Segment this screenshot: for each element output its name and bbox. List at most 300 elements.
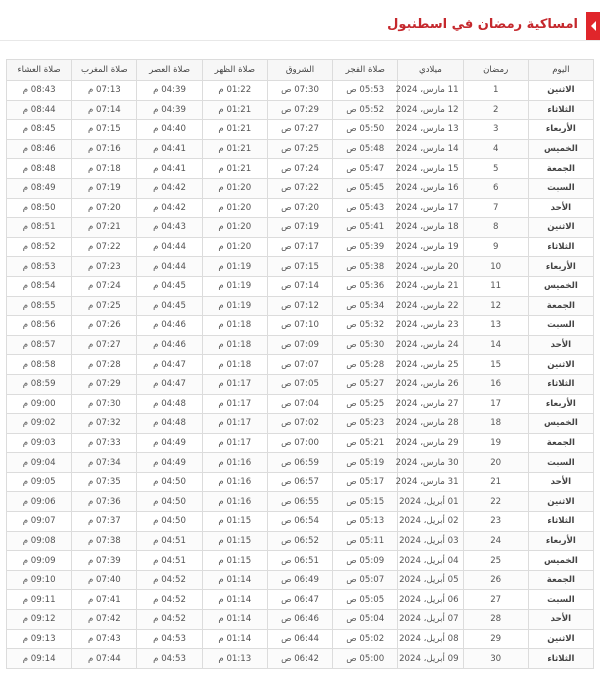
cell-fajr: 05:27 ص bbox=[333, 374, 398, 394]
cell-asr: 04:42 م bbox=[137, 198, 202, 218]
table-row bbox=[7, 492, 594, 512]
cell-asr: 04:39 م bbox=[137, 100, 202, 120]
cell-day: السبت bbox=[528, 316, 593, 336]
cell-isha: 08:55 م bbox=[7, 296, 72, 316]
cell-dhuhr: 01:14 م bbox=[202, 629, 267, 649]
cell-day: الأحد bbox=[528, 610, 593, 630]
cell-maghrib: 07:28 م bbox=[72, 355, 137, 375]
imsakiya-table-container bbox=[6, 59, 594, 669]
cell-gregorian: 25 مارس، 2024 bbox=[398, 355, 463, 375]
cell-fajr: 05:05 ص bbox=[333, 590, 398, 610]
cell-maghrib: 07:30 م bbox=[72, 394, 137, 414]
cell-isha: 08:52 م bbox=[7, 237, 72, 257]
cell-gregorian: 31 مارس، 2024 bbox=[398, 472, 463, 492]
cell-gregorian: 19 مارس، 2024 bbox=[398, 237, 463, 257]
cell-asr: 04:46 م bbox=[137, 335, 202, 355]
cell-dhuhr: 01:18 م bbox=[202, 355, 267, 375]
cell-maghrib: 07:35 م bbox=[72, 472, 137, 492]
cell-day: الأربعاء bbox=[528, 531, 593, 551]
cell-day: الجمعة bbox=[528, 570, 593, 590]
cell-gregorian: 11 مارس، 2024 bbox=[398, 81, 463, 101]
cell-ramadan: 30 bbox=[463, 649, 528, 669]
cell-dhuhr: 01:20 م bbox=[202, 237, 267, 257]
cell-day: الأحد bbox=[528, 198, 593, 218]
cell-ramadan: 18 bbox=[463, 414, 528, 434]
cell-fajr: 05:38 ص bbox=[333, 257, 398, 277]
cell-asr: 04:52 م bbox=[137, 610, 202, 630]
cell-gregorian: 22 مارس، 2024 bbox=[398, 296, 463, 316]
cell-gregorian: 13 مارس، 2024 bbox=[398, 120, 463, 140]
cell-maghrib: 07:16 م bbox=[72, 139, 137, 159]
column-header-sunrise: الشروق bbox=[267, 60, 332, 81]
cell-dhuhr: 01:14 م bbox=[202, 590, 267, 610]
cell-gregorian: 03 أبريل، 2024 bbox=[398, 531, 463, 551]
cell-isha: 08:49 م bbox=[7, 178, 72, 198]
cell-gregorian: 14 مارس، 2024 bbox=[398, 139, 463, 159]
cell-asr: 04:53 م bbox=[137, 629, 202, 649]
cell-maghrib: 07:19 م bbox=[72, 178, 137, 198]
cell-ramadan: 20 bbox=[463, 453, 528, 473]
cell-gregorian: 07 أبريل، 2024 bbox=[398, 610, 463, 630]
cell-asr: 04:41 م bbox=[137, 159, 202, 179]
cell-isha: 09:04 م bbox=[7, 453, 72, 473]
cell-fajr: 05:48 ص bbox=[333, 139, 398, 159]
cell-ramadan: 13 bbox=[463, 316, 528, 336]
cell-asr: 04:53 م bbox=[137, 649, 202, 669]
cell-gregorian: 09 أبريل، 2024 bbox=[398, 649, 463, 669]
cell-fajr: 05:25 ص bbox=[333, 394, 398, 414]
cell-sunrise: 06:47 ص bbox=[267, 590, 332, 610]
cell-gregorian: 18 مارس، 2024 bbox=[398, 218, 463, 238]
cell-isha: 09:09 م bbox=[7, 551, 72, 571]
table-row bbox=[7, 198, 594, 218]
cell-ramadan: 12 bbox=[463, 296, 528, 316]
cell-maghrib: 07:27 م bbox=[72, 335, 137, 355]
cell-sunrise: 07:27 ص bbox=[267, 120, 332, 140]
cell-dhuhr: 01:13 م bbox=[202, 649, 267, 669]
cell-asr: 04:48 م bbox=[137, 414, 202, 434]
table-row bbox=[7, 159, 594, 179]
cell-dhuhr: 01:20 م bbox=[202, 178, 267, 198]
cell-dhuhr: 01:17 م bbox=[202, 374, 267, 394]
cell-ramadan: 27 bbox=[463, 590, 528, 610]
table-row bbox=[7, 316, 594, 336]
imsakiya-table bbox=[6, 59, 594, 669]
table-row bbox=[7, 100, 594, 120]
cell-fajr: 05:47 ص bbox=[333, 159, 398, 179]
cell-isha: 09:02 م bbox=[7, 414, 72, 434]
cell-maghrib: 07:33 م bbox=[72, 433, 137, 453]
cell-asr: 04:50 م bbox=[137, 492, 202, 512]
table-row bbox=[7, 139, 594, 159]
cell-ramadan: 19 bbox=[463, 433, 528, 453]
table-row bbox=[7, 257, 594, 277]
cell-asr: 04:47 م bbox=[137, 374, 202, 394]
table-row bbox=[7, 610, 594, 630]
cell-ramadan: 22 bbox=[463, 492, 528, 512]
cell-isha: 09:05 م bbox=[7, 472, 72, 492]
cell-isha: 08:53 م bbox=[7, 257, 72, 277]
table-row bbox=[7, 276, 594, 296]
cell-day: الأربعاء bbox=[528, 257, 593, 277]
cell-day: الخميس bbox=[528, 551, 593, 571]
table-row bbox=[7, 433, 594, 453]
table-row bbox=[7, 570, 594, 590]
cell-gregorian: 28 مارس، 2024 bbox=[398, 414, 463, 434]
cell-day: الاثنين bbox=[528, 629, 593, 649]
cell-maghrib: 07:36 م bbox=[72, 492, 137, 512]
cell-fajr: 05:43 ص bbox=[333, 198, 398, 218]
cell-sunrise: 07:24 ص bbox=[267, 159, 332, 179]
cell-ramadan: 11 bbox=[463, 276, 528, 296]
table-header-row bbox=[7, 60, 594, 81]
cell-fajr: 05:39 ص bbox=[333, 237, 398, 257]
cell-isha: 09:03 م bbox=[7, 433, 72, 453]
cell-ramadan: 21 bbox=[463, 472, 528, 492]
cell-day: الجمعة bbox=[528, 159, 593, 179]
cell-fajr: 05:23 ص bbox=[333, 414, 398, 434]
cell-maghrib: 07:42 م bbox=[72, 610, 137, 630]
cell-sunrise: 07:09 ص bbox=[267, 335, 332, 355]
cell-day: الثلاثاء bbox=[528, 374, 593, 394]
cell-isha: 08:44 م bbox=[7, 100, 72, 120]
cell-sunrise: 06:51 ص bbox=[267, 551, 332, 571]
cell-isha: 09:14 م bbox=[7, 649, 72, 669]
table-row bbox=[7, 531, 594, 551]
cell-fajr: 05:09 ص bbox=[333, 551, 398, 571]
cell-gregorian: 02 أبريل، 2024 bbox=[398, 512, 463, 532]
cell-asr: 04:47 م bbox=[137, 355, 202, 375]
cell-day: الخميس bbox=[528, 139, 593, 159]
cell-maghrib: 07:20 م bbox=[72, 198, 137, 218]
column-header-day: اليوم bbox=[528, 60, 593, 81]
cell-dhuhr: 01:21 م bbox=[202, 139, 267, 159]
cell-sunrise: 06:44 ص bbox=[267, 629, 332, 649]
cell-day: الجمعة bbox=[528, 296, 593, 316]
cell-fajr: 05:34 ص bbox=[333, 296, 398, 316]
cell-gregorian: 16 مارس، 2024 bbox=[398, 178, 463, 198]
cell-isha: 09:10 م bbox=[7, 570, 72, 590]
cell-dhuhr: 01:17 م bbox=[202, 414, 267, 434]
cell-isha: 08:46 م bbox=[7, 139, 72, 159]
cell-isha: 09:00 م bbox=[7, 394, 72, 414]
cell-sunrise: 07:05 ص bbox=[267, 374, 332, 394]
cell-day: الخميس bbox=[528, 414, 593, 434]
cell-fajr: 05:19 ص bbox=[333, 453, 398, 473]
cell-fajr: 05:36 ص bbox=[333, 276, 398, 296]
cell-dhuhr: 01:20 م bbox=[202, 218, 267, 238]
cell-sunrise: 06:46 ص bbox=[267, 610, 332, 630]
cell-dhuhr: 01:19 م bbox=[202, 257, 267, 277]
cell-ramadan: 25 bbox=[463, 551, 528, 571]
cell-sunrise: 07:20 ص bbox=[267, 198, 332, 218]
cell-ramadan: 28 bbox=[463, 610, 528, 630]
cell-ramadan: 8 bbox=[463, 218, 528, 238]
column-header-dhuhr: صلاة الظهر bbox=[202, 60, 267, 81]
cell-sunrise: 07:00 ص bbox=[267, 433, 332, 453]
table-row bbox=[7, 374, 594, 394]
cell-gregorian: 21 مارس، 2024 bbox=[398, 276, 463, 296]
cell-fajr: 05:13 ص bbox=[333, 512, 398, 532]
cell-asr: 04:51 م bbox=[137, 531, 202, 551]
cell-maghrib: 07:40 م bbox=[72, 570, 137, 590]
cell-sunrise: 07:15 ص bbox=[267, 257, 332, 277]
cell-gregorian: 20 مارس، 2024 bbox=[398, 257, 463, 277]
cell-day: الأحد bbox=[528, 472, 593, 492]
cell-day: السبت bbox=[528, 590, 593, 610]
cell-sunrise: 06:42 ص bbox=[267, 649, 332, 669]
cell-maghrib: 07:23 م bbox=[72, 257, 137, 277]
cell-isha: 08:51 م bbox=[7, 218, 72, 238]
cell-fajr: 05:00 ص bbox=[333, 649, 398, 669]
cell-day: الأحد bbox=[528, 335, 593, 355]
cell-isha: 08:54 م bbox=[7, 276, 72, 296]
cell-isha: 08:56 م bbox=[7, 316, 72, 336]
table-row bbox=[7, 414, 594, 434]
cell-dhuhr: 01:16 م bbox=[202, 472, 267, 492]
cell-sunrise: 07:14 ص bbox=[267, 276, 332, 296]
cell-maghrib: 07:43 م bbox=[72, 629, 137, 649]
cell-ramadan: 10 bbox=[463, 257, 528, 277]
cell-fajr: 05:04 ص bbox=[333, 610, 398, 630]
cell-day: الثلاثاء bbox=[528, 649, 593, 669]
cell-sunrise: 07:30 ص bbox=[267, 81, 332, 101]
cell-isha: 08:57 م bbox=[7, 335, 72, 355]
cell-gregorian: 08 أبريل، 2024 bbox=[398, 629, 463, 649]
cell-fajr: 05:28 ص bbox=[333, 355, 398, 375]
cell-maghrib: 07:14 م bbox=[72, 100, 137, 120]
cell-sunrise: 07:25 ص bbox=[267, 139, 332, 159]
cell-day: السبت bbox=[528, 453, 593, 473]
cell-fajr: 05:32 ص bbox=[333, 316, 398, 336]
cell-fajr: 05:07 ص bbox=[333, 570, 398, 590]
cell-sunrise: 07:10 ص bbox=[267, 316, 332, 336]
table-row bbox=[7, 335, 594, 355]
cell-sunrise: 07:02 ص bbox=[267, 414, 332, 434]
table-row bbox=[7, 178, 594, 198]
cell-isha: 08:45 م bbox=[7, 120, 72, 140]
cell-asr: 04:41 م bbox=[137, 139, 202, 159]
cell-isha: 08:59 م bbox=[7, 374, 72, 394]
cell-dhuhr: 01:19 م bbox=[202, 276, 267, 296]
cell-maghrib: 07:29 م bbox=[72, 374, 137, 394]
cell-maghrib: 07:24 م bbox=[72, 276, 137, 296]
cell-sunrise: 06:52 ص bbox=[267, 531, 332, 551]
cell-ramadan: 6 bbox=[463, 178, 528, 198]
cell-ramadan: 9 bbox=[463, 237, 528, 257]
cell-sunrise: 07:17 ص bbox=[267, 237, 332, 257]
cell-isha: 09:12 م bbox=[7, 610, 72, 630]
cell-gregorian: 05 أبريل، 2024 bbox=[398, 570, 463, 590]
cell-gregorian: 01 أبريل، 2024 bbox=[398, 492, 463, 512]
cell-sunrise: 06:49 ص bbox=[267, 570, 332, 590]
cell-sunrise: 07:19 ص bbox=[267, 218, 332, 238]
cell-asr: 04:43 م bbox=[137, 218, 202, 238]
cell-fajr: 05:45 ص bbox=[333, 178, 398, 198]
column-header-ramadan: رمضان bbox=[463, 60, 528, 81]
cell-ramadan: 14 bbox=[463, 335, 528, 355]
column-header-gregorian: ميلادي bbox=[398, 60, 463, 81]
cell-ramadan: 1 bbox=[463, 81, 528, 101]
cell-ramadan: 24 bbox=[463, 531, 528, 551]
cell-dhuhr: 01:16 م bbox=[202, 453, 267, 473]
cell-ramadan: 7 bbox=[463, 198, 528, 218]
cell-maghrib: 07:38 م bbox=[72, 531, 137, 551]
table-row bbox=[7, 453, 594, 473]
cell-fajr: 05:17 ص bbox=[333, 472, 398, 492]
cell-day: الخميس bbox=[528, 276, 593, 296]
table-row bbox=[7, 394, 594, 414]
cell-maghrib: 07:26 م bbox=[72, 316, 137, 336]
cell-asr: 04:40 م bbox=[137, 120, 202, 140]
cell-sunrise: 07:12 ص bbox=[267, 296, 332, 316]
cell-dhuhr: 01:16 م bbox=[202, 492, 267, 512]
cell-maghrib: 07:44 م bbox=[72, 649, 137, 669]
cell-maghrib: 07:18 م bbox=[72, 159, 137, 179]
cell-asr: 04:45 م bbox=[137, 296, 202, 316]
cell-dhuhr: 01:21 م bbox=[202, 100, 267, 120]
cell-asr: 04:44 م bbox=[137, 237, 202, 257]
cell-dhuhr: 01:21 م bbox=[202, 159, 267, 179]
cell-maghrib: 07:34 م bbox=[72, 453, 137, 473]
cell-day: الثلاثاء bbox=[528, 512, 593, 532]
column-header-isha: صلاة العشاء bbox=[7, 60, 72, 81]
cell-gregorian: 24 مارس، 2024 bbox=[398, 335, 463, 355]
cell-fajr: 05:50 ص bbox=[333, 120, 398, 140]
cell-maghrib: 07:21 م bbox=[72, 218, 137, 238]
cell-gregorian: 26 مارس، 2024 bbox=[398, 374, 463, 394]
cell-maghrib: 07:39 م bbox=[72, 551, 137, 571]
cell-dhuhr: 01:21 م bbox=[202, 120, 267, 140]
cell-dhuhr: 01:20 م bbox=[202, 198, 267, 218]
cell-ramadan: 2 bbox=[463, 100, 528, 120]
cell-asr: 04:52 م bbox=[137, 570, 202, 590]
cell-ramadan: 17 bbox=[463, 394, 528, 414]
cell-day: الثلاثاء bbox=[528, 237, 593, 257]
cell-day: الأربعاء bbox=[528, 394, 593, 414]
cell-maghrib: 07:22 م bbox=[72, 237, 137, 257]
cell-day: السبت bbox=[528, 178, 593, 198]
page-title: امساكية رمضان في اسطنبول bbox=[387, 17, 578, 32]
cell-asr: 04:48 م bbox=[137, 394, 202, 414]
cell-ramadan: 16 bbox=[463, 374, 528, 394]
cell-isha: 08:43 م bbox=[7, 81, 72, 101]
column-header-fajr: صلاة الفجر bbox=[333, 60, 398, 81]
cell-sunrise: 07:04 ص bbox=[267, 394, 332, 414]
cell-fajr: 05:11 ص bbox=[333, 531, 398, 551]
cell-day: الجمعة bbox=[528, 433, 593, 453]
cell-isha: 09:11 م bbox=[7, 590, 72, 610]
table-row bbox=[7, 355, 594, 375]
table-row bbox=[7, 649, 594, 669]
cell-ramadan: 26 bbox=[463, 570, 528, 590]
cell-fajr: 05:02 ص bbox=[333, 629, 398, 649]
cell-maghrib: 07:37 م bbox=[72, 512, 137, 532]
table-row bbox=[7, 296, 594, 316]
table-body bbox=[7, 81, 594, 669]
table-row bbox=[7, 218, 594, 238]
table-row bbox=[7, 81, 594, 101]
cell-maghrib: 07:15 م bbox=[72, 120, 137, 140]
cell-sunrise: 06:59 ص bbox=[267, 453, 332, 473]
cell-ramadan: 23 bbox=[463, 512, 528, 532]
cell-fajr: 05:30 ص bbox=[333, 335, 398, 355]
cell-dhuhr: 01:22 م bbox=[202, 81, 267, 101]
cell-sunrise: 06:54 ص bbox=[267, 512, 332, 532]
table-row bbox=[7, 120, 594, 140]
cell-maghrib: 07:41 م bbox=[72, 590, 137, 610]
cell-day: الثلاثاء bbox=[528, 100, 593, 120]
cell-asr: 04:45 م bbox=[137, 276, 202, 296]
cell-dhuhr: 01:17 م bbox=[202, 433, 267, 453]
cell-maghrib: 07:25 م bbox=[72, 296, 137, 316]
cell-sunrise: 07:07 ص bbox=[267, 355, 332, 375]
cell-asr: 04:42 م bbox=[137, 178, 202, 198]
cell-isha: 08:50 م bbox=[7, 198, 72, 218]
table-row bbox=[7, 472, 594, 492]
cell-gregorian: 29 مارس، 2024 bbox=[398, 433, 463, 453]
cell-asr: 04:50 م bbox=[137, 512, 202, 532]
cell-isha: 08:48 م bbox=[7, 159, 72, 179]
cell-ramadan: 4 bbox=[463, 139, 528, 159]
cell-fajr: 05:21 ص bbox=[333, 433, 398, 453]
table-row bbox=[7, 629, 594, 649]
table-row bbox=[7, 237, 594, 257]
cell-asr: 04:52 م bbox=[137, 590, 202, 610]
cell-asr: 04:46 م bbox=[137, 316, 202, 336]
table-row bbox=[7, 551, 594, 571]
column-header-maghrib: صلاة المغرب bbox=[72, 60, 137, 81]
cell-fajr: 05:41 ص bbox=[333, 218, 398, 238]
cell-sunrise: 06:55 ص bbox=[267, 492, 332, 512]
cell-sunrise: 07:29 ص bbox=[267, 100, 332, 120]
cell-gregorian: 04 أبريل، 2024 bbox=[398, 551, 463, 571]
cell-asr: 04:49 م bbox=[137, 433, 202, 453]
cell-dhuhr: 01:19 م bbox=[202, 296, 267, 316]
cell-dhuhr: 01:18 م bbox=[202, 335, 267, 355]
cell-sunrise: 06:57 ص bbox=[267, 472, 332, 492]
cell-day: الاثنين bbox=[528, 81, 593, 101]
cell-asr: 04:50 م bbox=[137, 472, 202, 492]
cell-sunrise: 07:22 ص bbox=[267, 178, 332, 198]
cell-dhuhr: 01:17 م bbox=[202, 394, 267, 414]
cell-gregorian: 17 مارس، 2024 bbox=[398, 198, 463, 218]
cell-gregorian: 06 أبريل، 2024 bbox=[398, 590, 463, 610]
cell-asr: 04:44 م bbox=[137, 257, 202, 277]
cell-dhuhr: 01:15 م bbox=[202, 512, 267, 532]
page-header bbox=[0, 12, 600, 41]
table-row bbox=[7, 512, 594, 532]
cell-ramadan: 3 bbox=[463, 120, 528, 140]
cell-gregorian: 23 مارس، 2024 bbox=[398, 316, 463, 336]
cell-asr: 04:51 م bbox=[137, 551, 202, 571]
cell-day: الاثنين bbox=[528, 218, 593, 238]
cell-day: الاثنين bbox=[528, 355, 593, 375]
cell-dhuhr: 01:15 م bbox=[202, 531, 267, 551]
cell-dhuhr: 01:14 م bbox=[202, 610, 267, 630]
cell-fajr: 05:52 ص bbox=[333, 100, 398, 120]
cell-ramadan: 15 bbox=[463, 355, 528, 375]
cell-isha: 09:06 م bbox=[7, 492, 72, 512]
cell-gregorian: 27 مارس، 2024 bbox=[398, 394, 463, 414]
cell-fajr: 05:53 ص bbox=[333, 81, 398, 101]
cell-isha: 09:07 م bbox=[7, 512, 72, 532]
cell-gregorian: 12 مارس، 2024 bbox=[398, 100, 463, 120]
column-header-asr: صلاة العصر bbox=[137, 60, 202, 81]
cell-asr: 04:49 م bbox=[137, 453, 202, 473]
cell-isha: 09:13 م bbox=[7, 629, 72, 649]
cell-asr: 04:39 م bbox=[137, 81, 202, 101]
